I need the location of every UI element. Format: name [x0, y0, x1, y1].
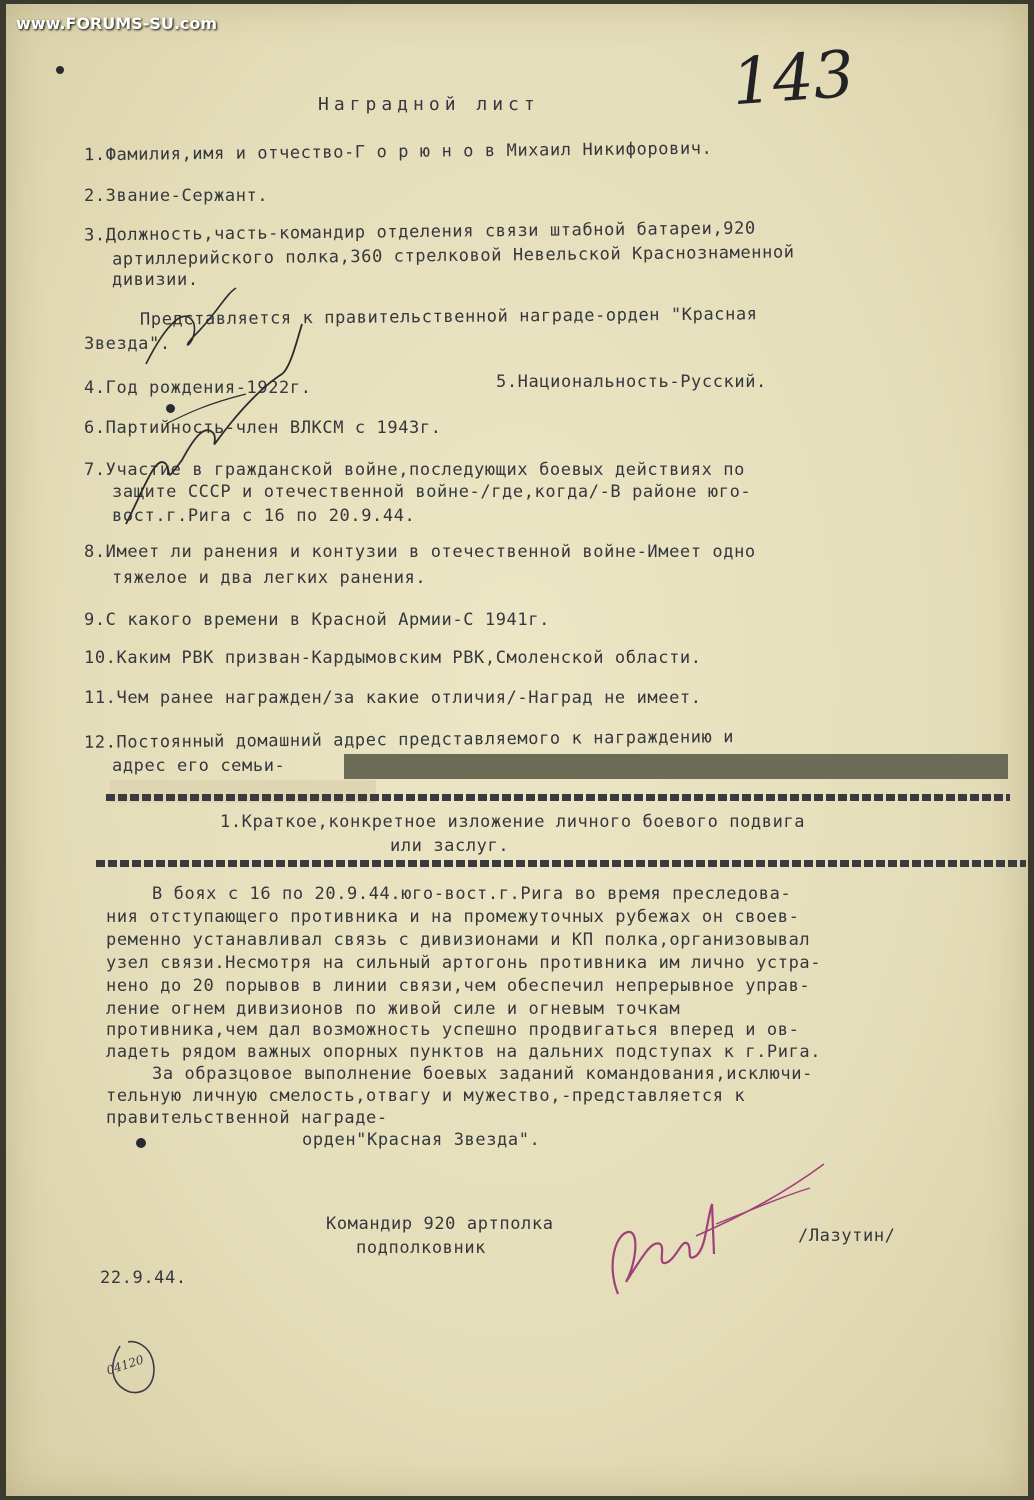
field-7-participation: 7.Участие в гражданской войне,последующих боевых действиях по — [84, 460, 745, 480]
field-6-party: 6.Партийность-член ВЛКСМ с 1943г. — [84, 418, 442, 438]
narrative-line-5: нено до 20 порывов в линии связи,чем обеспечил непрерывное управ- — [106, 976, 811, 996]
award-sheet — [6, 4, 1028, 1496]
signatory-name: /Лазутин/ — [798, 1226, 896, 1246]
narrative-line-2: ния отступающего противника и на промежуточных рубежах он своев- — [106, 907, 800, 927]
narrative-line-3: ременно устанавливал связь с дивизионами и КП полка,организовывал — [106, 930, 811, 950]
redaction-bar — [344, 754, 1008, 779]
field-9-service-start: 9.С какого времени в Красной Армии-С 1941г. — [84, 610, 550, 630]
field-5-nationality: 5.Национальность-Русский. — [496, 372, 767, 392]
punch-mark — [166, 404, 175, 413]
field-8-wounds-cont: тяжелое и два легких ранения. — [112, 568, 427, 588]
section-heading-cont: или заслуг. — [390, 836, 510, 856]
punch-mark — [56, 66, 64, 74]
signatory-rank: подполковник — [356, 1238, 487, 1258]
narrative-line-12: орден"Красная Звезда". — [302, 1130, 541, 1150]
narrative-line-8: ладеть рядом важных опорных пунктов на дальних подступах к г.Рига. — [106, 1042, 822, 1062]
field-3-position-cont2: дивизии. — [112, 270, 199, 290]
field-7-participation-cont: защите СССР и отечественной войне-/где,когда/-В районе юго- — [112, 482, 752, 502]
watermark: www.FORUMS-SU.com — [16, 14, 218, 33]
narrative-line-4: узел связи.Несмотря на сильный артогонь противника им лично устра- — [106, 953, 822, 973]
field-7-participation-cont2: вост.г.Рига с 16 по 20.9.44. — [112, 506, 416, 526]
document-title: Наградной лист — [318, 94, 540, 115]
signatory-role: Командир 920 артполка — [326, 1214, 554, 1234]
document-date: 22.9.44. — [100, 1268, 187, 1288]
field-4-birth-year: 4.Год рождения-1922г. — [84, 378, 312, 398]
field-2-rank: 2.Звание-Сержант. — [84, 186, 269, 206]
narrative-line-1: В боях с 16 по 20.9.44.юго-вост.г.Рига во время преследова- — [152, 884, 792, 904]
narrative-line-7: противника,чем дал возможность успешно продвигаться вперед и ов- — [106, 1020, 800, 1040]
field-12-address: 12.Постоянный домашний адрес представляемого к награждению и — [83, 727, 735, 753]
field-3-position-cont: артиллерийского полка,360 стрелковой Невельской Краснознаменной — [111, 242, 795, 270]
divider-top — [106, 794, 1010, 801]
field-10-conscription: 10.Каким РВК призван-Кардымовским РВК,Смоленской области. — [84, 648, 702, 668]
narrative-line-11: правительственной награде- — [106, 1108, 388, 1128]
field-3-position: 3.Должность,часть-командир отделения связи штабной батареи,920 — [83, 218, 756, 246]
archive-stamp-number: 04120 — [104, 1352, 146, 1378]
section-heading: 1.Краткое,конкретное изложение личного боевого подвига — [220, 812, 806, 832]
field-11-prior-awards: 11.Чем ранее награжден/за какие отличия/-Наград не имеет. — [84, 688, 702, 708]
field-1-name: 1.Фамилия,имя и отчество-Г о р ю н о в Михаил Никифорович. — [83, 138, 713, 166]
field-12-address-cont: адрес его семьи- — [112, 756, 286, 776]
divider-bottom — [96, 860, 1026, 867]
handwritten-page-number: 143 — [729, 37, 857, 121]
field-8-wounds: 8.Имеет ли ранения и контузии в отечественной войне-Имеет одно — [84, 542, 756, 562]
margin-handwriting — [106, 284, 346, 544]
award-nomination: Представляется к правительственной награде-орден "Красная — [139, 304, 758, 330]
narrative-line-6: ление огнем дивизионов по живой силе и огневым точкам — [106, 999, 681, 1019]
narrative-line-10: тельную личную смелость,отвагу и мужество,-представляется к — [106, 1086, 746, 1106]
award-nomination-cont: Звезда". — [84, 334, 171, 354]
punch-mark — [136, 1138, 146, 1148]
signature-scribble — [596, 1144, 836, 1314]
narrative-line-9: За образцовое выполнение боевых заданий командования,исключи- — [152, 1064, 813, 1084]
